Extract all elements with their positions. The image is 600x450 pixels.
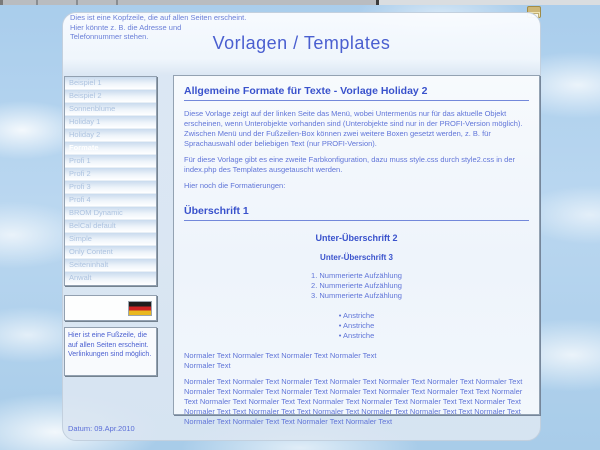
header-note-line: Hier könnte z. B. die Adresse und: [70, 22, 182, 32]
numbered-list-item: Nummerierte Aufzählung: [319, 271, 402, 280]
bullet-list: [184, 311, 529, 341]
sidebar-item-anwalt[interactable]: Anwalt: [65, 272, 156, 285]
sidebar-item-only-content[interactable]: Only Content: [65, 246, 156, 259]
sidebar-item-holiday-1[interactable]: Holiday 1: [65, 116, 156, 129]
content-panel: [173, 75, 540, 426]
language-box: [64, 295, 157, 321]
bullet-list-item: • Anstriche: [184, 331, 529, 341]
normal-text-short: Normaler Text Normaler Text Normaler Text Normaler Text Normaler Text: [184, 351, 377, 370]
sidebar-item-beispiel-2[interactable]: Beispiel 2: [65, 90, 156, 103]
sidebar-item-seiteninhalt[interactable]: Seiteninhalt: [65, 259, 156, 272]
subheading-3: Unter-Überschrift 3: [320, 253, 393, 262]
header-note-line: Telefonnummer stehen.: [70, 32, 149, 42]
browser-edge-tick: [116, 0, 118, 5]
page-title: Vorlagen / Templates: [212, 33, 391, 53]
sidebar-item-belcal-default[interactable]: BelCal default: [65, 220, 156, 233]
content-heading: Allgemeine Formate für Texte - Vorlage Holiday 2: [184, 85, 529, 101]
bullet-list-item: • Anstriche: [184, 321, 529, 331]
sidebar-item-profi-1[interactable]: Profi 1: [65, 155, 156, 168]
bullet-list-item: • Anstriche: [184, 311, 529, 321]
browser-edge-tick: [36, 0, 38, 5]
footer-note-box: [64, 327, 157, 376]
sidebar-menu: [64, 76, 157, 286]
sidebar-item-sonnenblume[interactable]: Sonnenblume: [65, 103, 156, 116]
numbered-list-item: Nummerierte Aufzählung: [319, 281, 402, 290]
date-label: Datum: 09.Apr.2010: [68, 424, 135, 433]
browser-edge-tick: [76, 0, 78, 5]
sidebar-item-beispiel-1[interactable]: Beispiel 1: [65, 77, 156, 90]
subheading-2: Unter-Überschrift 2: [315, 233, 398, 243]
sidebar-item-brom-dynamic[interactable]: BROM Dynamic: [65, 207, 156, 220]
intro-paragraph: Hier noch die Formatierungen:: [184, 181, 286, 190]
sidebar-item-simple[interactable]: Simple: [65, 233, 156, 246]
section-heading: Überschrift 1: [184, 205, 529, 221]
browser-edge-strip: [0, 0, 600, 5]
numbered-list: [184, 271, 529, 301]
sidebar-item-formate[interactable]: Formate: [65, 142, 156, 155]
intro-paragraph: Für diese Vorlage gibt es eine zweite Farbkonfiguration, dazu muss style.css durch style2.css in der index.php des Templates ausgetauscht werden.: [184, 155, 515, 174]
footer-note-text: Hier ist eine Fußzeile, die auf allen Seiten erscheint. Verlinkungen sind möglich.: [68, 332, 152, 359]
sidebar-item-profi-2[interactable]: Profi 2: [65, 168, 156, 181]
header-note-line: Dies ist eine Kopfzeile, die auf allen Seiten erscheint.: [70, 13, 247, 22]
sidebar-item-holiday-2[interactable]: Holiday 2: [65, 129, 156, 142]
german-flag-icon[interactable]: [128, 301, 152, 316]
sidebar-item-profi-4[interactable]: Profi 4: [65, 194, 156, 207]
numbered-list-item: Nummerierte Aufzählung: [319, 291, 402, 300]
intro-paragraph: Diese Vorlage zeigt auf der linken Seite das Menü, wobei Untermenüs nur für das aktuelle Objekt erscheinen, wenn Unterobjekte vorhanden sind (Unterobjekte sind nur in der PROFI-Version möglich). Zwischen Menü und der Fußzeilen-Box können zwei weitere Boxen gesetzt werden, z. B. für Sprachauswahl oder beliebigen Text (nur PROFI-Version).: [184, 109, 523, 148]
sidebar-item-profi-3[interactable]: Profi 3: [65, 181, 156, 194]
normal-text-long: Normaler Text Normaler Text Normaler Text Normaler Text Normaler Text Normaler Text Normaler Text Normaler Text Normaler Text Normaler Text Normaler Text Normaler Text Normaler Text Text Normaler Text Normaler Text Normaler Text Text Normaler Text Normaler Text Normaler Text Text Normaler Text Normaler Text Text Normaler Text Text Normaler Text Normaler Text Normaler Text Text Normaler Text Normaler Text Normaler Text Text Normaler Text Normaler Text: [184, 377, 523, 426]
